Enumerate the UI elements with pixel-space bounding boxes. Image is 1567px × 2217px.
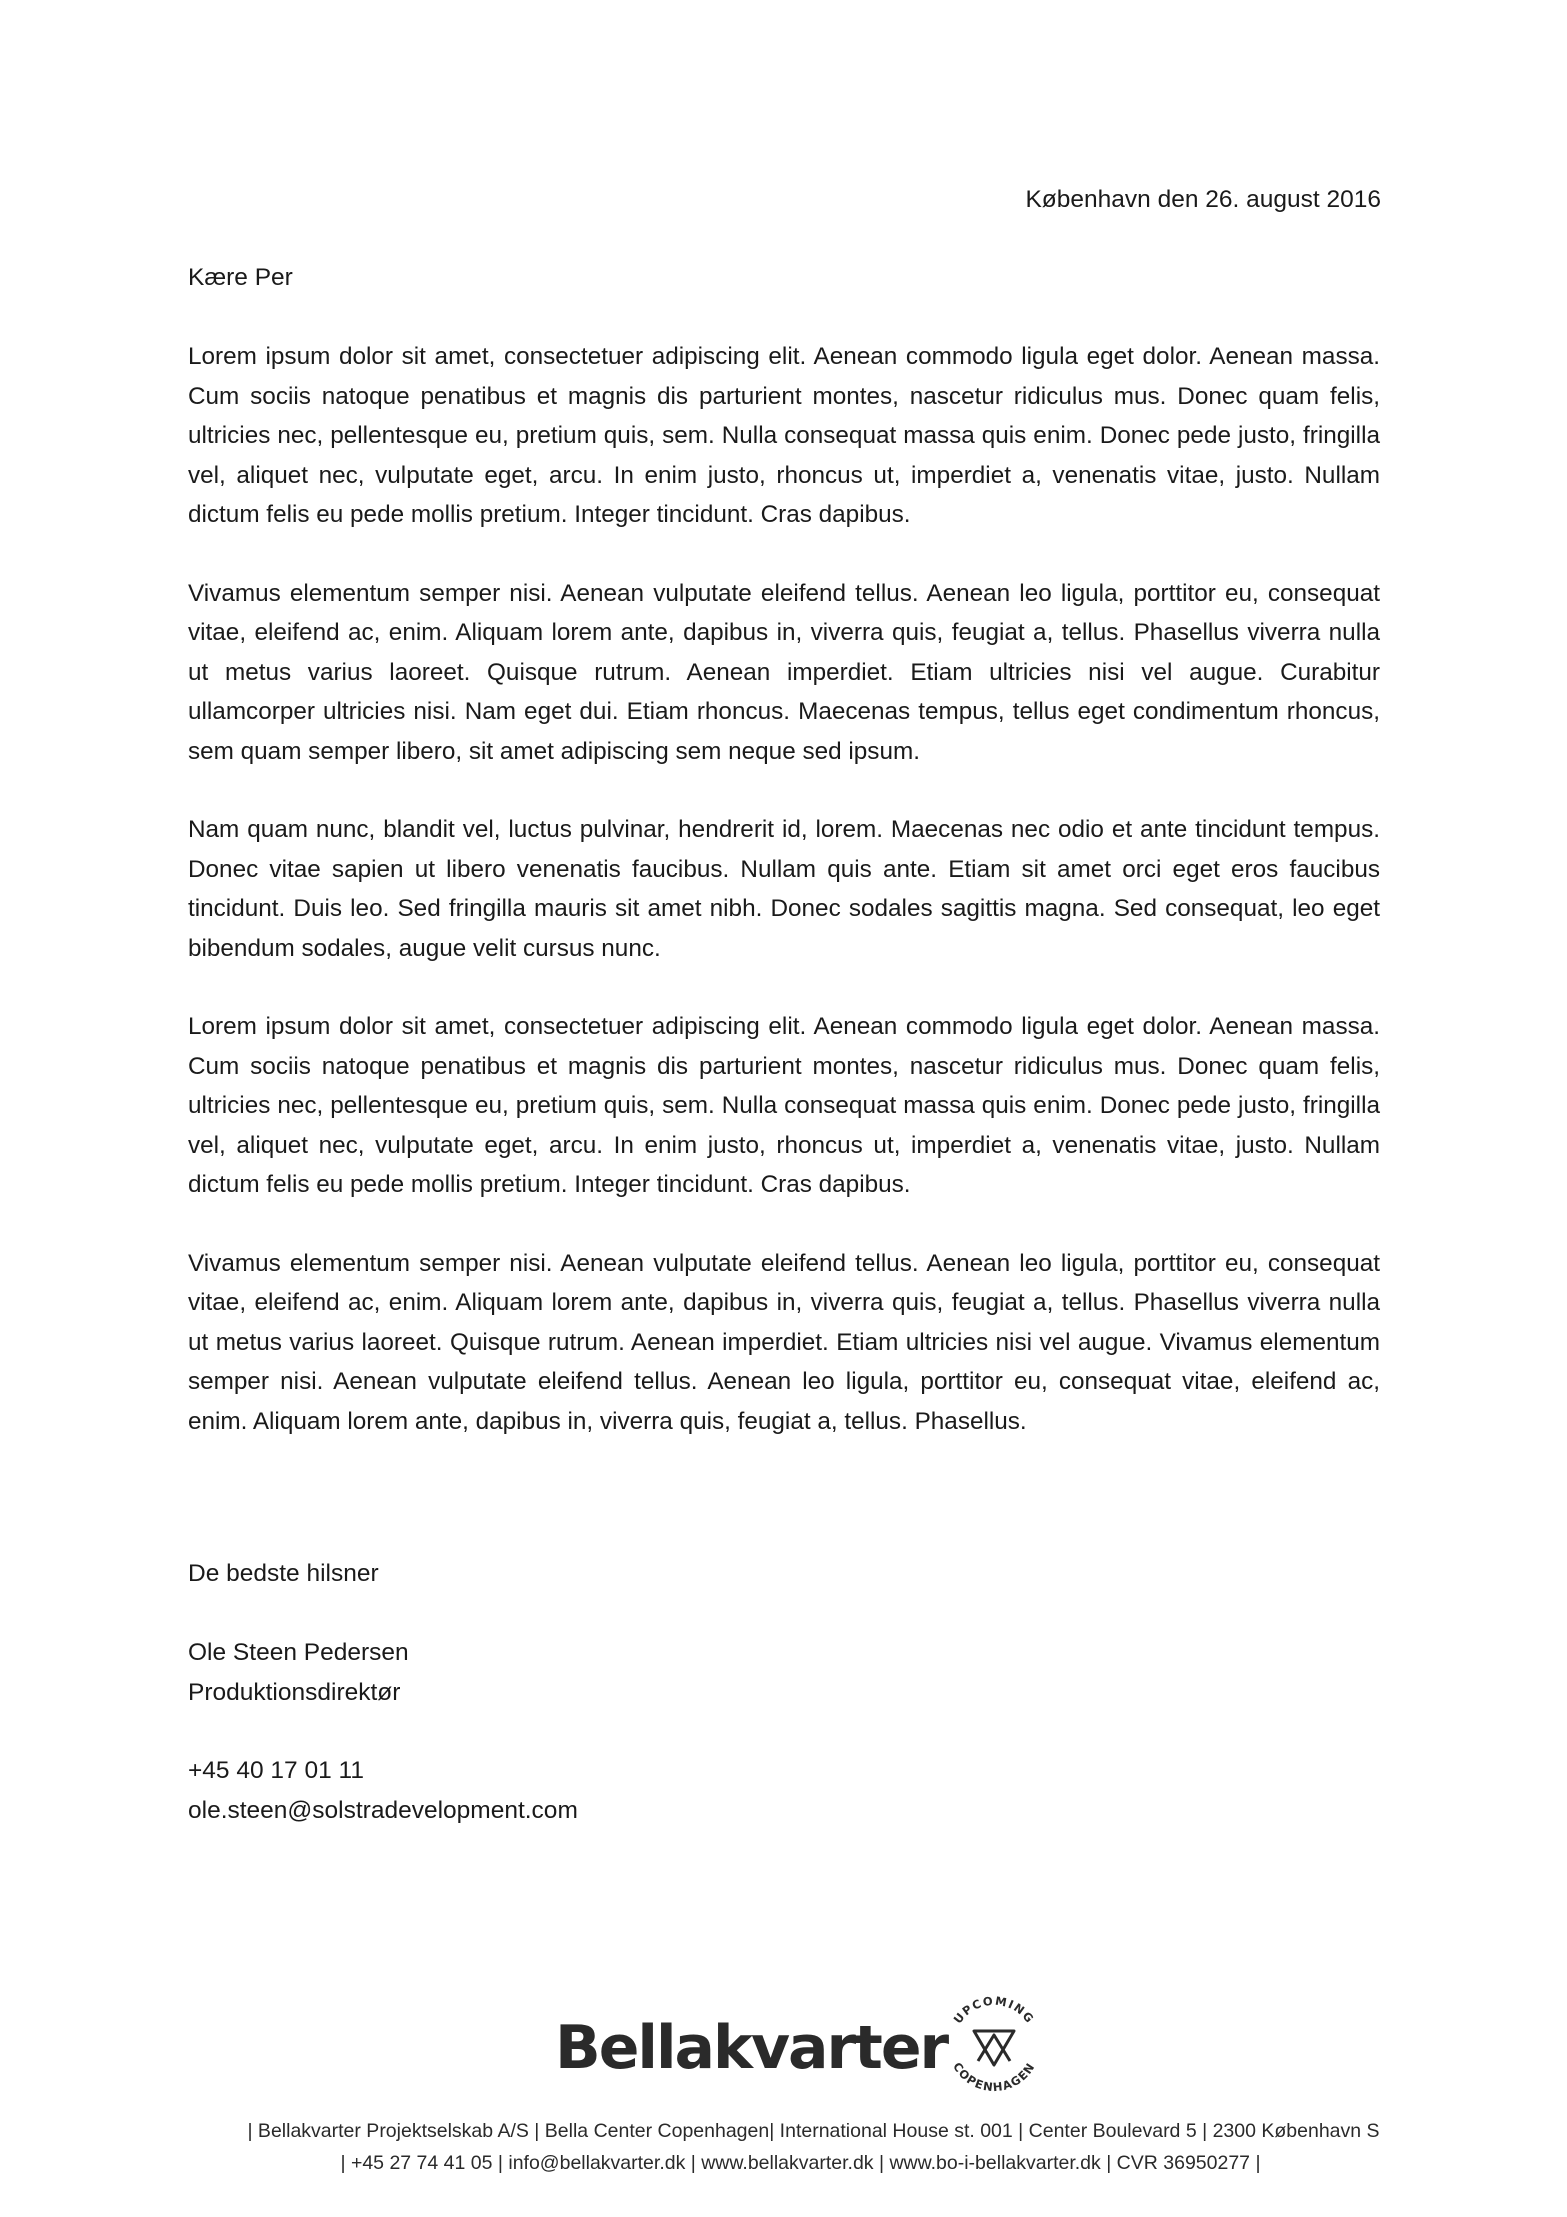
- seal-text-top: UPCOMING: [950, 1993, 1038, 2027]
- svg-text:UPCOMING: [951, 1994, 1038, 2027]
- signature-block: [188, 1633, 409, 1713]
- contact-block: [188, 1751, 578, 1831]
- brand-wordmark: Bellakvarter: [555, 2013, 948, 2083]
- seal-emblem: [974, 2031, 1014, 2065]
- brand-logo: [555, 1985, 1055, 2135]
- body-paragraph: Lorem ipsum dolor sit amet, consectetuer adipiscing elit. Aenean commodo ligula eget dolor. Aenean massa. Cum sociis natoque penatibus et magnis dis parturient montes, nascetur ridiculus mus. Donec quam felis, ultricies nec, pellentesque eu, pretium quis, sem. Nulla consequat massa quis enim. Donec pede justo, fringilla vel, aliquet nec, vulputate eget, arcu. In enim justo, rhoncus ut, imperdiet a, venenatis vitae, justo. Nullam dictum felis eu pede mollis pretium. Integer tincidunt. Cras dapibus.: [188, 343, 1380, 528]
- body-paragraph: Lorem ipsum dolor sit amet, consectetuer adipiscing elit. Aenean commodo ligula eget dolor. Aenean massa. Cum sociis natoque penatibus et magnis dis parturient montes, nascetur ridiculus mus. Donec quam felis, ultricies nec, pellentesque eu, pretium quis, sem. Nulla consequat massa quis enim. Donec pede justo, fringilla vel, aliquet nec, vulputate eget, arcu. In enim justo, rhoncus ut, imperdiet a, venenatis vitae, justo. Nullam dictum felis eu pede mollis pretium. Integer tincidunt. Cras dapibus.: [188, 1013, 1380, 1198]
- letter-body: [188, 337, 1380, 1480]
- signer-phone: +45 40 17 01 11: [188, 1757, 364, 1784]
- body-paragraph: Vivamus elementum semper nisi. Aenean vulputate eleifend tellus. Aenean leo ligula, porttitor eu, consequat vitae, eleifend ac, enim. Aliquam lorem ante, dapibus in, viverra quis, feugiat a, tellus. Phasellus viverra nulla ut metus varius laoreet. Quisque rutrum. Aenean imperdiet. Etiam ultricies nisi vel augue. Vivamus elementum semper nisi. Aenean vulputate eleifend tellus. Aenean leo ligula, porttitor eu, consequat vitae, eleifend ac, enim. Aliquam lorem ante, dapibus in, viverra quis, feugiat a, tellus. Phasellus.: [188, 1249, 1380, 1435]
- seal-text-bottom: COPENHAGEN: [950, 2059, 1038, 2095]
- letter-date: København den 26. august 2016: [1025, 186, 1381, 213]
- footer-address-line: | Bellakvarter Projektselskab A/S | Bella Center Copenhagen| International House st. 001 | Center Boulevard 5 | 2300 København S: [247, 2120, 1380, 2142]
- body-paragraph: Vivamus elementum semper nisi. Aenean vulputate eleifend tellus. Aenean leo ligula, porttitor eu, consequat vitae, eleifend ac, enim. Aliquam lorem ante, dapibus in, viverra quis, feugiat a, tellus. Phasellus viverra nulla ut metus varius laoreet. Quisque rutrum. Aenean imperdiet. Etiam ultricies nisi vel augue. Curabitur ullamcorper ultricies nisi. Nam eget dui. Etiam rhoncus. Maecenas tempus, tellus eget condimentum rhoncus, sem quam semper libero, sit amet adipiscing sem neque sed ipsum.: [188, 579, 1380, 765]
- upcoming-copenhagen-seal-icon: [938, 1989, 1050, 2101]
- signer-email: ole.steen@solstradevelopment.com: [188, 1797, 578, 1824]
- signer-title: Produktionsdirektør: [188, 1679, 401, 1706]
- closing: De bedste hilsner: [188, 1560, 379, 1587]
- body-paragraph: Nam quam nunc, blandit vel, luctus pulvinar, hendrerit id, lorem. Maecenas nec odio et ante tincidunt tempus. Donec vitae sapien ut libero venenatis faucibus. Nullam quis ante. Etiam sit amet orci eget eros faucibus tincidunt. Duis leo. Sed fringilla mauris sit amet nibh. Donec sodales sagittis magna. Sed consequat, leo eget bibendum sodales, augue velit cursus nunc.: [188, 816, 1380, 962]
- signer-name: Ole Steen Pedersen: [188, 1639, 409, 1666]
- footer-contact-line: | +45 27 74 41 05 | info@bellakvarter.dk | www.bellakvarter.dk | www.bo-i-bellakvarter.dk | CVR 36950277 |: [340, 2152, 1261, 2174]
- company-footer: [0, 2115, 1567, 2179]
- salutation: Kære Per: [188, 264, 293, 291]
